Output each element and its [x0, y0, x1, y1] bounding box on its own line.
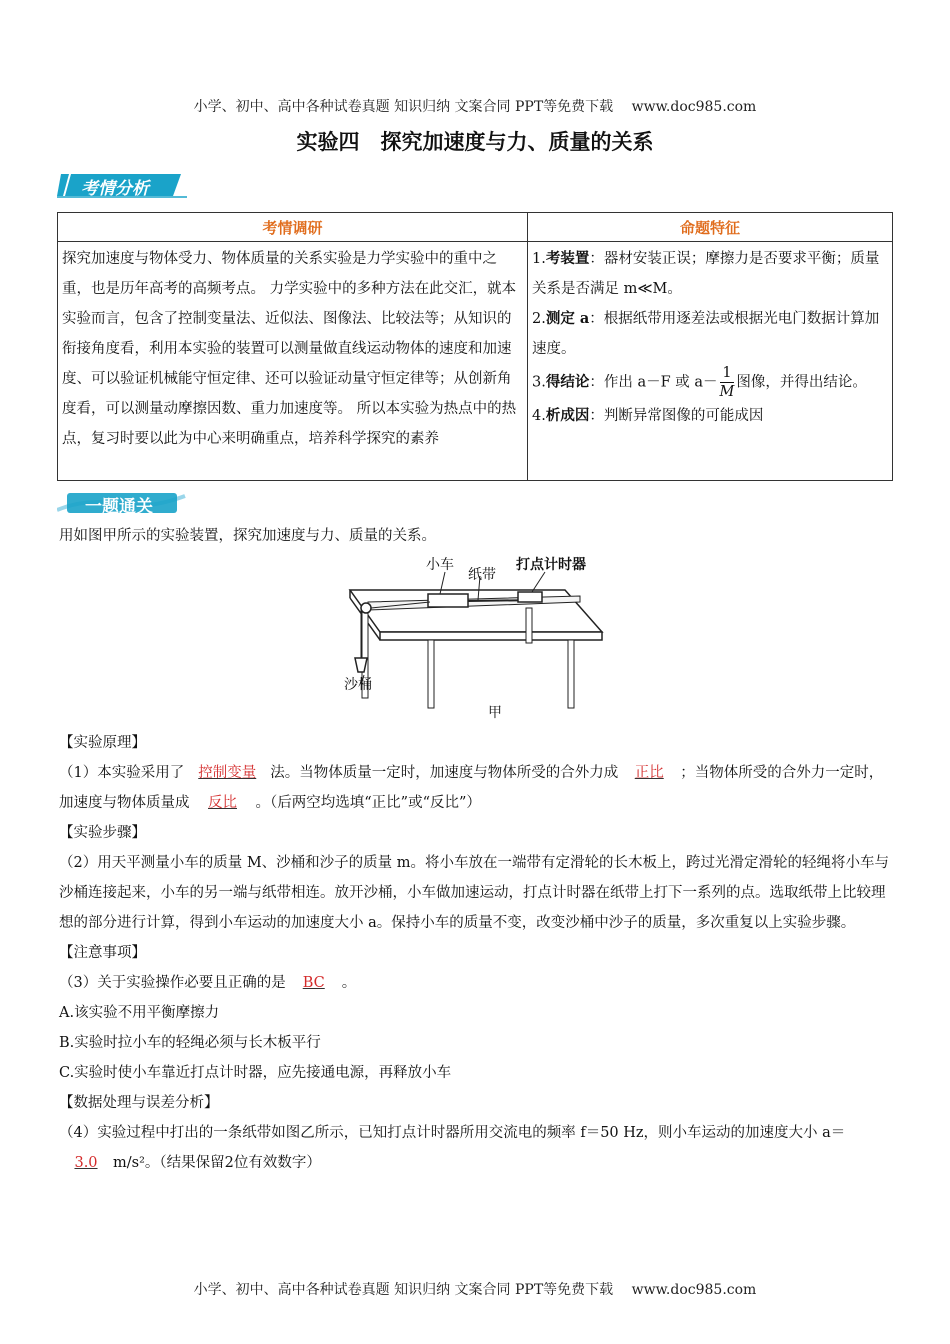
option-b: B.实验时拉小车的轻绳必须与长木板平行 — [59, 1035, 321, 1051]
section-banner-analysis — [57, 172, 187, 198]
feature-item-2: 2.测定 a：根据纸带用逐差法或根据光电门数据计算加速度。 — [532, 310, 880, 357]
heading-steps: 【实验步骤】 — [59, 825, 146, 841]
analysis-table — [57, 212, 893, 481]
label-bucket: 沙桶 — [344, 677, 372, 693]
question-3: （3）关于实验操作必要且正确的是 BC 。 — [59, 968, 893, 998]
label-tape: 纸带 — [468, 567, 496, 583]
intro-text: 用如图甲所示的实验装置，探究加速度与力、质量的关系。 — [59, 528, 436, 544]
answer-blank: 3.0 — [74, 1155, 98, 1171]
feature-item-4: 4.析成因：判断异常图像的可能成因 — [532, 407, 764, 424]
label-car: 小车 — [426, 557, 454, 573]
heading-data: 【数据处理与误差分析】 — [59, 1095, 219, 1111]
heading-principle: 【实验原理】 — [59, 735, 146, 751]
answer-blank: 反比 — [208, 795, 237, 811]
feature-item-3: 3.得结论：作出 a－F 或 a－ $\frac{1}{M}$ 图像，并得出结论。 — [532, 365, 867, 400]
label-timer: 打点计时器 — [516, 557, 586, 573]
page-footer: 小学、初中、高中各种试卷真题 知识归纳 文案合同 PPT等免费下载 www.doc985.com — [193, 1282, 757, 1298]
survey-text: 探究加速度与物体受力、物体质量的关系实验是力学实验中的重中之重，也是历年高考的高频考点。 力学实验中的多种方法在此交汇，就本实验而言，包含了控制变量法、近似法、图像法、比较法等；从知识的衔接角度看，利用本实验的装置可以测量做直线运动物体的速度和加速度、可以验证机械能守恒定律、还可以验证动量守恒定律等；从创新角度看，可以测量动摩擦因数、重力加速度等。 所以本实验为热点中的热点，复习时要以此为中心来明确重点，培养科学探究的素养 — [62, 251, 517, 447]
page-title: 实验四 探究加速度与力、质量的关系 — [296, 130, 654, 154]
banner-practice-label: 一题通关 — [85, 497, 153, 517]
figure-caption: 甲 — [488, 705, 502, 721]
page-header: 小学、初中、高中各种试卷真题 知识归纳 文案合同 PPT等免费下载 www.doc985.com — [193, 99, 757, 115]
question-4: （4）实验过程中打出的一条纸带如图乙所示，已知打点计时器所用交流电的频率 f＝50 Hz，则小车运动的加速度大小 a＝3.0 m/s²。（结果保留2位有效数字） — [59, 1118, 893, 1178]
question-2: （2）用天平测量小车的质量 M、沙桶和沙子的质量 m。将小车放在一端带有定滑轮的长木板上，跨过光滑定滑轮的轻绳将小车与沙桶连接起来，小车的另一端与纸带相连。放开沙桶，小车做加速运动，打点计时器在纸带上打下一系列的点。选取纸带上比较理想的部分进行计算，得到小车运动的加速度大小 a。保持小车的质量不变，改变沙桶中沙子的质量，多次重复以上实验步骤。 — [59, 855, 890, 931]
table-header-survey: 考情调研 — [58, 213, 528, 242]
feature-item-1: 1.考装置：器材安装正误；摩擦力是否要求平衡；质量关系是否满足 m≪M。 — [532, 250, 880, 297]
heading-notes: 【注意事项】 — [59, 945, 146, 961]
experiment-figure — [340, 550, 610, 729]
answer-blank: BC — [302, 975, 325, 991]
table-cell-survey — [58, 242, 528, 481]
fraction: $\frac{1}{M}$ — [719, 365, 735, 400]
answer-blank: 控制变量 — [198, 765, 257, 781]
table-cell-features — [528, 242, 893, 481]
answer-blank: 正比 — [634, 765, 664, 781]
question-1: （1）本实验采用了 控制变量 法。当物体质量一定时，加速度与物体所受的合外力成 正比 ；当物体所受的合外力一定时，加速度与物体质量成 反比 。（后两空均选填“正比”或“反比”） — [59, 758, 893, 818]
option-a: A.该实验不用平衡摩擦力 — [59, 1005, 220, 1021]
section-banner-practice — [57, 490, 187, 516]
question-body — [59, 728, 893, 1178]
option-c: C.实验时使小车靠近打点计时器，应先接通电源，再释放小车 — [59, 1065, 452, 1081]
banner-analysis-label: 考情分析 — [81, 179, 149, 199]
table-header-features: 命题特征 — [528, 213, 893, 242]
